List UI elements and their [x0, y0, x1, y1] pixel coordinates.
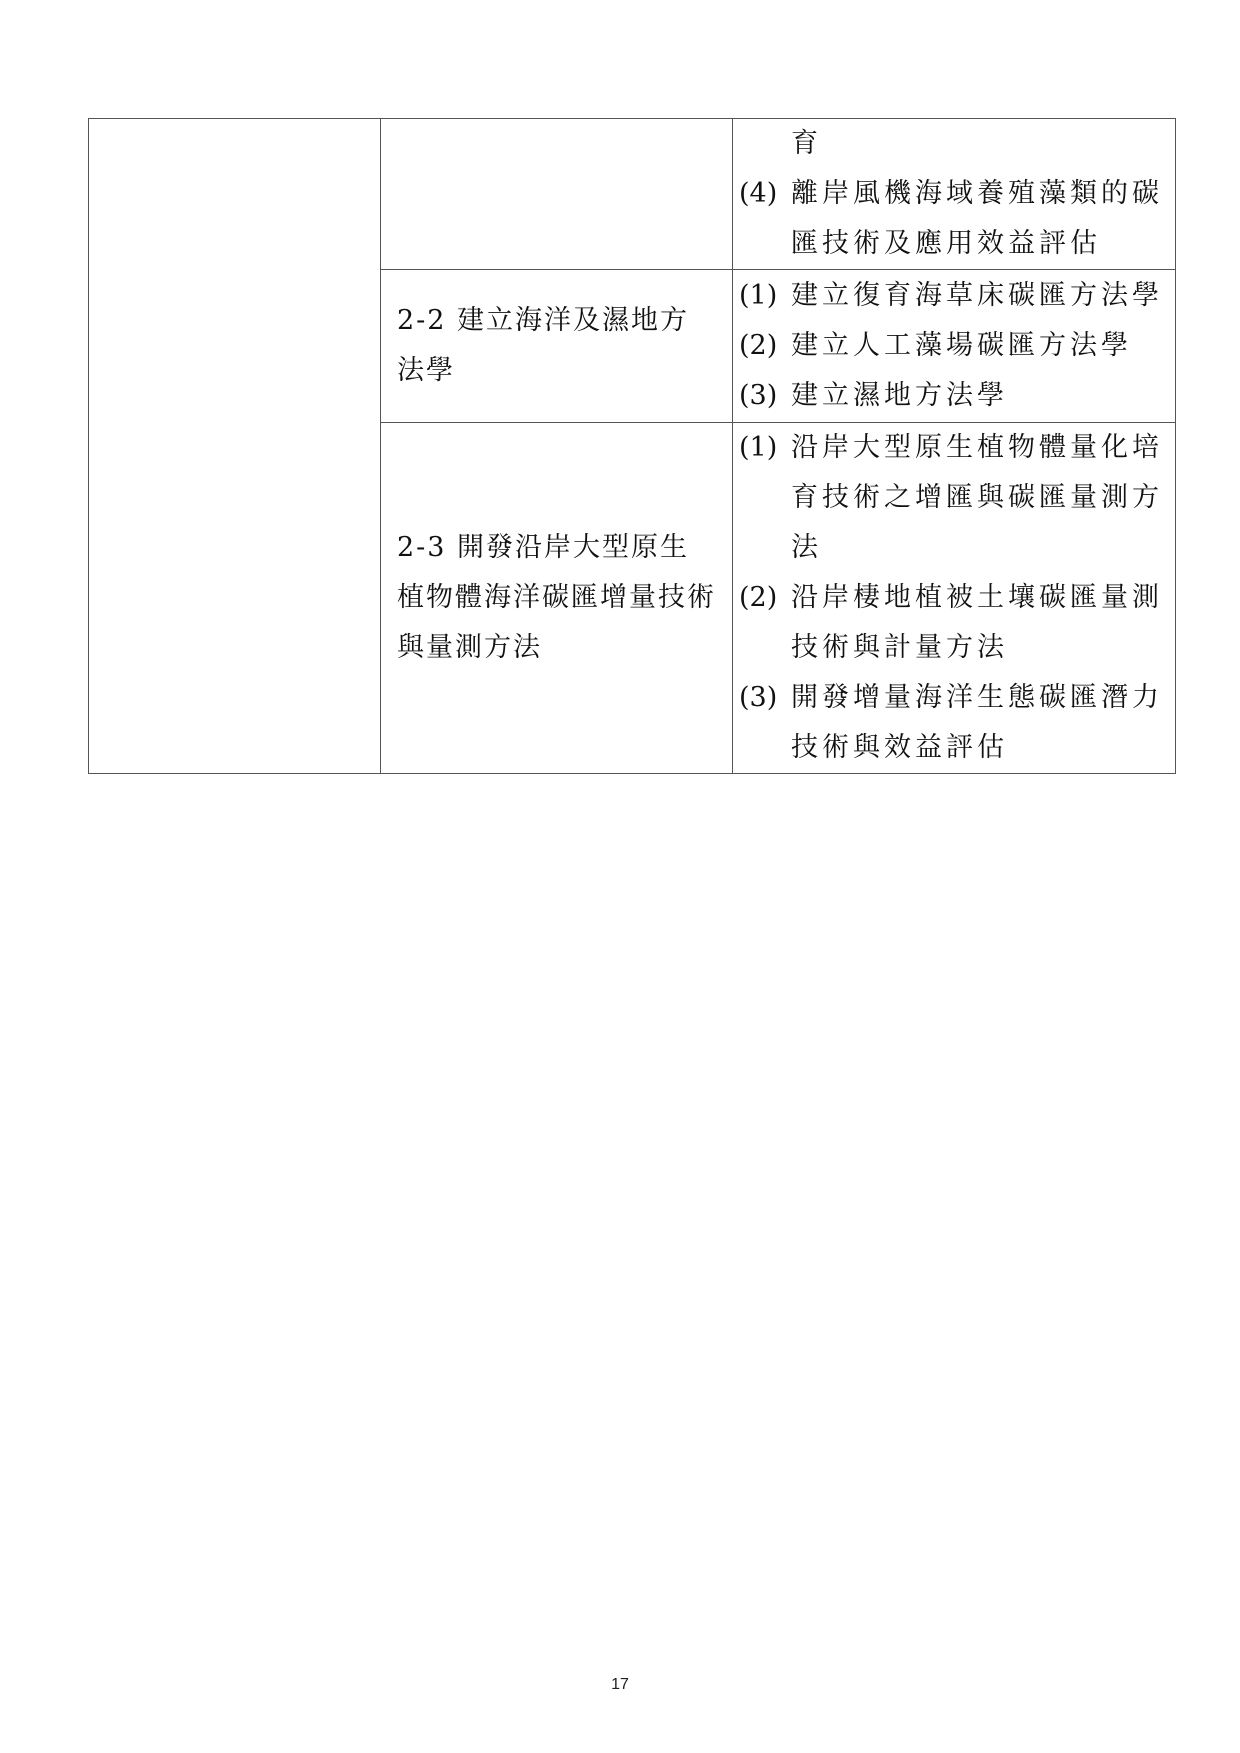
list-item	[739, 423, 1167, 473]
list-item	[739, 673, 1167, 723]
list-item	[739, 573, 1167, 623]
list-item	[739, 271, 1167, 321]
item-continuation-line: 技術與效益評估	[791, 732, 1008, 763]
item-continuation-line: 技術與計量方法	[791, 632, 1008, 663]
list-item	[739, 371, 1167, 421]
item-number: (3)	[739, 682, 778, 713]
item-line: 建立濕地方法學	[791, 380, 1008, 411]
topic-text: 2-2 建立海洋及濕地方法學	[397, 305, 690, 386]
topic-cell	[381, 423, 733, 774]
item-continuation-line: 育	[791, 128, 822, 159]
item-number: (2)	[739, 330, 778, 361]
items-cell	[733, 270, 1176, 423]
topic-text: 2-3 開發沿岸大型原生植物體海洋碳匯增量技術與量測方法	[397, 532, 716, 663]
item-line: 建立人工藻場碳匯方法學	[791, 330, 1132, 361]
item-number: (3)	[739, 380, 778, 411]
items-cell	[733, 423, 1176, 774]
item-number: (2)	[739, 582, 778, 613]
item-number: (1)	[739, 280, 778, 311]
item-line: 沿岸棲地植被土壤碳匯量測	[791, 582, 1163, 613]
table-row	[89, 119, 1176, 270]
item-continuation-line: 匯技術及應用效益評估	[791, 228, 1101, 259]
topic-cell	[381, 119, 733, 270]
item-continuation-line: 法	[791, 532, 822, 563]
item-number: (4)	[739, 178, 778, 209]
item-number: (1)	[739, 432, 778, 463]
category-cell	[89, 119, 381, 774]
item-line: 開發增量海洋生態碳匯潛力	[791, 682, 1163, 713]
item-line: 離岸風機海域養殖藻類的碳	[791, 178, 1163, 209]
item-continuation-line: 育技術之增匯與碳匯量測方	[791, 482, 1163, 513]
item-line: 建立復育海草床碳匯方法學	[791, 280, 1163, 311]
items-cell	[733, 119, 1176, 270]
list-item	[739, 169, 1167, 219]
list-item	[739, 321, 1167, 371]
plan-table	[88, 118, 1176, 774]
item-line: 沿岸大型原生植物體量化培	[791, 432, 1163, 463]
page-number: 17	[611, 1676, 629, 1693]
topic-cell	[381, 270, 733, 423]
